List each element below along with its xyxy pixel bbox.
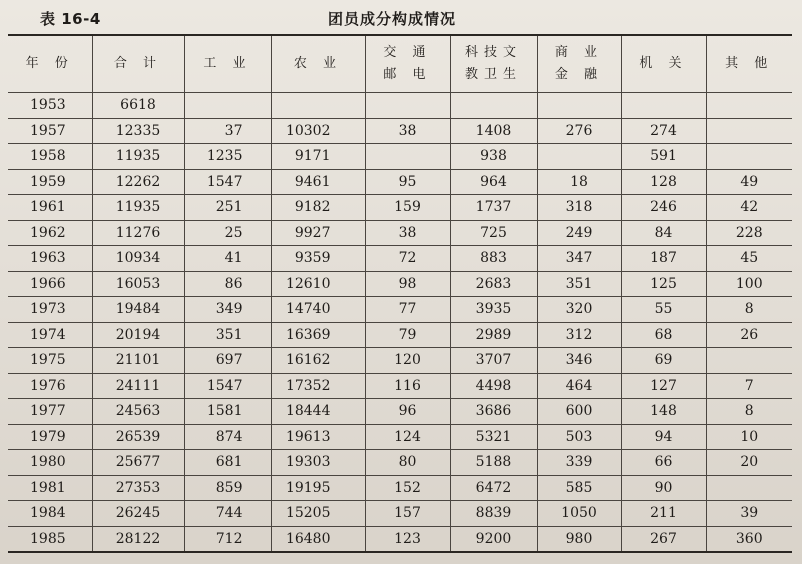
cell-transport-post: 159 xyxy=(365,195,450,221)
cell-agriculture xyxy=(271,93,365,119)
cell-science-edu-health: 4498 xyxy=(450,373,537,399)
cell-government: 69 xyxy=(621,348,706,374)
table-row xyxy=(8,475,792,501)
cell-government: 591 xyxy=(621,144,706,170)
cell-science-edu-health: 3935 xyxy=(450,297,537,323)
cell-agriculture: 18444 xyxy=(271,399,365,425)
table-row xyxy=(8,348,792,374)
cell-industry: 41 xyxy=(184,246,271,272)
header-text: 年 份 xyxy=(25,56,74,71)
cell-industry: 37 xyxy=(184,118,271,144)
table-row xyxy=(8,118,792,144)
cell-industry: 25 xyxy=(184,220,271,246)
cell-transport-post: 79 xyxy=(365,322,450,348)
cell-other: 100 xyxy=(706,271,792,297)
header-commerce-finance xyxy=(537,35,621,93)
cell-transport-post: 116 xyxy=(365,373,450,399)
cell-year: 1957 xyxy=(8,118,92,144)
header-text: 教卫生 xyxy=(464,67,522,82)
cell-science-edu-health: 1408 xyxy=(450,118,537,144)
cell-transport-post: 38 xyxy=(365,118,450,144)
cell-government: 274 xyxy=(621,118,706,144)
cell-commerce-finance: 503 xyxy=(537,424,621,450)
cell-total: 16053 xyxy=(92,271,184,297)
cell-science-edu-health: 883 xyxy=(450,246,537,272)
cell-transport-post: 120 xyxy=(365,348,450,374)
cell-industry: 1235 xyxy=(184,144,271,170)
cell-agriculture: 12610 xyxy=(271,271,365,297)
cell-other: 39 xyxy=(706,501,792,527)
cell-science-edu-health: 3686 xyxy=(450,399,537,425)
cell-year: 1963 xyxy=(8,246,92,272)
cell-transport-post: 98 xyxy=(365,271,450,297)
cell-other: 7 xyxy=(706,373,792,399)
cell-government: 94 xyxy=(621,424,706,450)
cell-year: 1959 xyxy=(8,169,92,195)
table-row xyxy=(8,424,792,450)
cell-industry: 1547 xyxy=(184,169,271,195)
cell-agriculture: 9171 xyxy=(271,144,365,170)
cell-commerce-finance: 346 xyxy=(537,348,621,374)
cell-other: 20 xyxy=(706,450,792,476)
cell-transport-post xyxy=(365,144,450,170)
cell-commerce-finance: 980 xyxy=(537,526,621,552)
cell-government: 68 xyxy=(621,322,706,348)
cell-transport-post: 72 xyxy=(365,246,450,272)
cell-industry: 874 xyxy=(184,424,271,450)
header-text: 科技文 xyxy=(464,45,522,60)
cell-government: 246 xyxy=(621,195,706,221)
cell-year: 1975 xyxy=(8,348,92,374)
header-text: 商 业 xyxy=(554,45,604,60)
cell-science-edu-health: 5321 xyxy=(450,424,537,450)
cell-commerce-finance: 351 xyxy=(537,271,621,297)
header-other xyxy=(706,35,792,93)
cell-transport-post: 152 xyxy=(365,475,450,501)
table-title: 团员成分构成情况 xyxy=(328,10,457,28)
table-row xyxy=(8,195,792,221)
cell-commerce-finance: 320 xyxy=(537,297,621,323)
header-year xyxy=(8,35,92,93)
cell-government: 55 xyxy=(621,297,706,323)
header-text: 交 通 xyxy=(383,45,432,60)
cell-transport-post: 96 xyxy=(365,399,450,425)
cell-government: 267 xyxy=(621,526,706,552)
cell-commerce-finance: 585 xyxy=(537,475,621,501)
cell-other: 228 xyxy=(706,220,792,246)
cell-industry: 1581 xyxy=(184,399,271,425)
cell-transport-post: 157 xyxy=(365,501,450,527)
cell-total: 12262 xyxy=(92,169,184,195)
cell-government: 125 xyxy=(621,271,706,297)
cell-commerce-finance: 1050 xyxy=(537,501,621,527)
cell-year: 1979 xyxy=(8,424,92,450)
cell-total: 27353 xyxy=(92,475,184,501)
cell-year: 1981 xyxy=(8,475,92,501)
table-row xyxy=(8,526,792,552)
cell-total: 26245 xyxy=(92,501,184,527)
cell-other: 45 xyxy=(706,246,792,272)
cell-agriculture: 9927 xyxy=(271,220,365,246)
cell-transport-post: 77 xyxy=(365,297,450,323)
header-text: 合 计 xyxy=(113,56,163,71)
table-row xyxy=(8,322,792,348)
cell-total: 6618 xyxy=(92,93,184,119)
cell-science-edu-health: 6472 xyxy=(450,475,537,501)
cell-transport-post: 80 xyxy=(365,450,450,476)
cell-industry: 349 xyxy=(184,297,271,323)
cell-total: 11935 xyxy=(92,144,184,170)
header-text: 工 业 xyxy=(203,56,252,71)
cell-total: 26539 xyxy=(92,424,184,450)
cell-industry: 351 xyxy=(184,322,271,348)
cell-other xyxy=(706,118,792,144)
cell-agriculture: 9461 xyxy=(271,169,365,195)
header-total xyxy=(92,35,184,93)
header-government xyxy=(621,35,706,93)
cell-transport-post: 38 xyxy=(365,220,450,246)
cell-other xyxy=(706,93,792,119)
cell-other: 8 xyxy=(706,297,792,323)
table-row xyxy=(8,169,792,195)
cell-year: 1961 xyxy=(8,195,92,221)
cell-science-edu-health xyxy=(450,93,537,119)
cell-agriculture: 17352 xyxy=(271,373,365,399)
cell-commerce-finance: 464 xyxy=(537,373,621,399)
membership-composition-table xyxy=(8,34,792,553)
cell-other: 49 xyxy=(706,169,792,195)
cell-total: 24111 xyxy=(92,373,184,399)
cell-government: 90 xyxy=(621,475,706,501)
cell-industry: 744 xyxy=(184,501,271,527)
header-science-edu-health xyxy=(450,35,537,93)
cell-total: 20194 xyxy=(92,322,184,348)
cell-commerce-finance: 347 xyxy=(537,246,621,272)
cell-government xyxy=(621,93,706,119)
cell-other: 10 xyxy=(706,424,792,450)
cell-commerce-finance xyxy=(537,144,621,170)
cell-science-edu-health: 3707 xyxy=(450,348,537,374)
table-row xyxy=(8,220,792,246)
cell-transport-post xyxy=(365,93,450,119)
cell-commerce-finance: 18 xyxy=(537,169,621,195)
cell-science-edu-health: 2989 xyxy=(450,322,537,348)
cell-year: 1977 xyxy=(8,399,92,425)
cell-government: 187 xyxy=(621,246,706,272)
cell-commerce-finance: 312 xyxy=(537,322,621,348)
cell-transport-post: 124 xyxy=(365,424,450,450)
cell-industry: 86 xyxy=(184,271,271,297)
cell-total: 24563 xyxy=(92,399,184,425)
header-row xyxy=(8,35,792,93)
cell-transport-post: 123 xyxy=(365,526,450,552)
cell-industry: 697 xyxy=(184,348,271,374)
cell-commerce-finance xyxy=(537,93,621,119)
cell-government: 84 xyxy=(621,220,706,246)
cell-commerce-finance: 276 xyxy=(537,118,621,144)
cell-total: 28122 xyxy=(92,526,184,552)
cell-industry: 251 xyxy=(184,195,271,221)
cell-science-edu-health: 9200 xyxy=(450,526,537,552)
cell-industry: 681 xyxy=(184,450,271,476)
cell-commerce-finance: 249 xyxy=(537,220,621,246)
cell-year: 1976 xyxy=(8,373,92,399)
cell-other: 42 xyxy=(706,195,792,221)
header-transport-post xyxy=(365,35,450,93)
cell-government: 148 xyxy=(621,399,706,425)
cell-year: 1966 xyxy=(8,271,92,297)
cell-government: 128 xyxy=(621,169,706,195)
cell-year: 1984 xyxy=(8,501,92,527)
cell-agriculture: 16369 xyxy=(271,322,365,348)
cell-industry: 712 xyxy=(184,526,271,552)
cell-year: 1962 xyxy=(8,220,92,246)
cell-year: 1953 xyxy=(8,93,92,119)
table-body xyxy=(8,93,792,553)
cell-science-edu-health: 5188 xyxy=(450,450,537,476)
cell-year: 1973 xyxy=(8,297,92,323)
header-text: 其 他 xyxy=(725,56,774,71)
cell-transport-post: 95 xyxy=(365,169,450,195)
cell-science-edu-health: 1737 xyxy=(450,195,537,221)
cell-total: 21101 xyxy=(92,348,184,374)
cell-total: 11276 xyxy=(92,220,184,246)
header-text: 金 融 xyxy=(554,67,604,82)
cell-agriculture: 19195 xyxy=(271,475,365,501)
cell-year: 1974 xyxy=(8,322,92,348)
cell-year: 1980 xyxy=(8,450,92,476)
header-agriculture xyxy=(271,35,365,93)
cell-other: 26 xyxy=(706,322,792,348)
cell-industry: 1547 xyxy=(184,373,271,399)
cell-government: 211 xyxy=(621,501,706,527)
cell-agriculture: 14740 xyxy=(271,297,365,323)
cell-commerce-finance: 339 xyxy=(537,450,621,476)
cell-government: 127 xyxy=(621,373,706,399)
cell-other: 8 xyxy=(706,399,792,425)
cell-agriculture: 19303 xyxy=(271,450,365,476)
cell-other: 360 xyxy=(706,526,792,552)
cell-agriculture: 16162 xyxy=(271,348,365,374)
table-row xyxy=(8,93,792,119)
cell-science-edu-health: 964 xyxy=(450,169,537,195)
header-text: 邮 电 xyxy=(383,67,432,82)
cell-science-edu-health: 2683 xyxy=(450,271,537,297)
cell-year: 1958 xyxy=(8,144,92,170)
cell-agriculture: 16480 xyxy=(271,526,365,552)
cell-total: 19484 xyxy=(92,297,184,323)
cell-science-edu-health: 938 xyxy=(450,144,537,170)
cell-total: 10934 xyxy=(92,246,184,272)
table-row xyxy=(8,399,792,425)
table-row xyxy=(8,246,792,272)
table-label: 表 16-4 xyxy=(40,10,101,28)
cell-year: 1985 xyxy=(8,526,92,552)
cell-agriculture: 9359 xyxy=(271,246,365,272)
table-row xyxy=(8,450,792,476)
cell-agriculture: 15205 xyxy=(271,501,365,527)
cell-other xyxy=(706,475,792,501)
cell-total: 12335 xyxy=(92,118,184,144)
cell-total: 25677 xyxy=(92,450,184,476)
header-text: 机 关 xyxy=(639,56,688,71)
cell-science-edu-health: 725 xyxy=(450,220,537,246)
cell-other xyxy=(706,348,792,374)
cell-government: 66 xyxy=(621,450,706,476)
cell-total: 11935 xyxy=(92,195,184,221)
cell-agriculture: 19613 xyxy=(271,424,365,450)
header-text: 农 业 xyxy=(293,56,343,71)
cell-industry xyxy=(184,93,271,119)
cell-industry: 859 xyxy=(184,475,271,501)
table-row xyxy=(8,144,792,170)
cell-commerce-finance: 600 xyxy=(537,399,621,425)
table-row xyxy=(8,271,792,297)
cell-agriculture: 10302 xyxy=(271,118,365,144)
table-row xyxy=(8,297,792,323)
header-industry xyxy=(184,35,271,93)
table-row xyxy=(8,373,792,399)
cell-science-edu-health: 8839 xyxy=(450,501,537,527)
cell-other xyxy=(706,144,792,170)
table-row xyxy=(8,501,792,527)
cell-agriculture: 9182 xyxy=(271,195,365,221)
cell-commerce-finance: 318 xyxy=(537,195,621,221)
